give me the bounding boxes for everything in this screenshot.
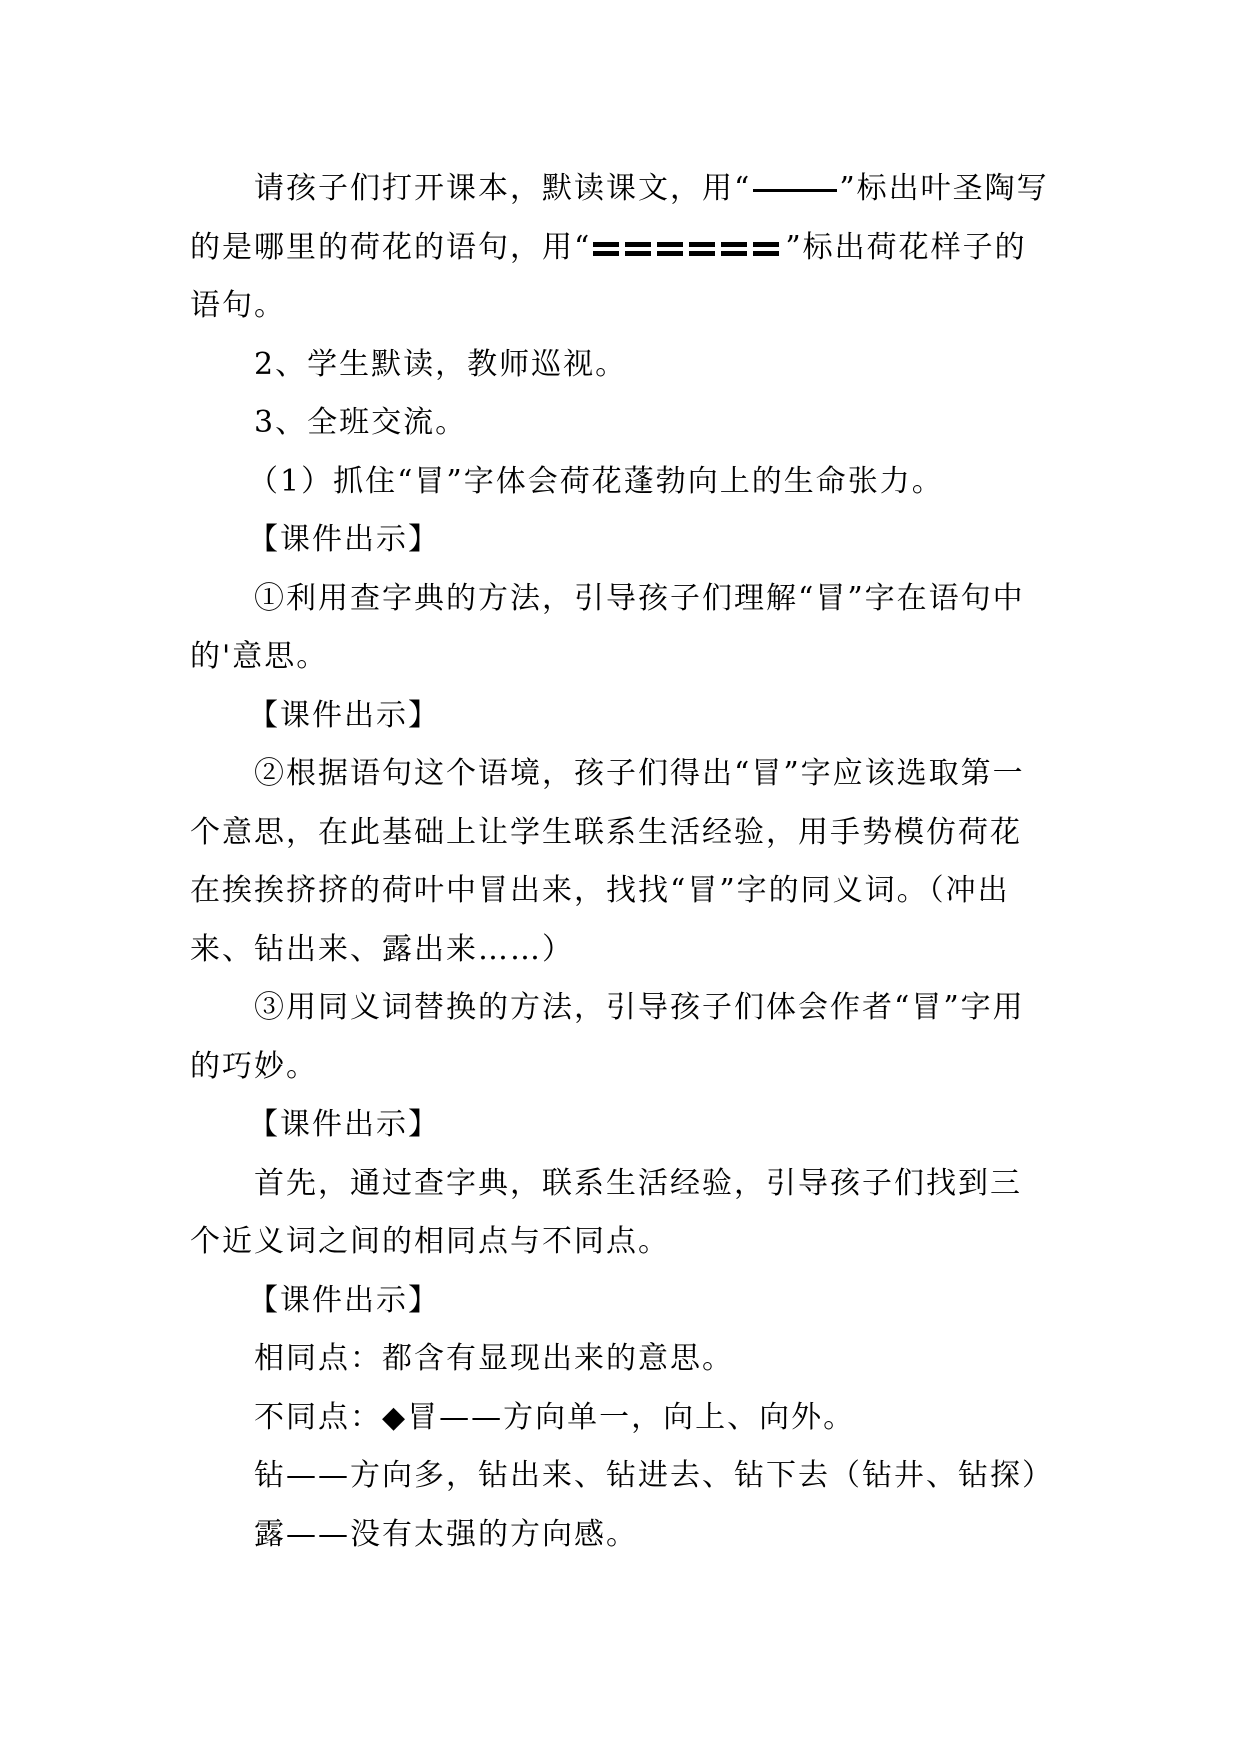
paragraph-text-part: ”标出荷花样子的语句。 bbox=[190, 229, 1027, 323]
paragraph-step-3: 3、全班交流。 bbox=[254, 405, 468, 440]
courseware-heading: 【课件出示】 bbox=[248, 1282, 440, 1318]
paragraph-item-2: ②根据语句这个语境，孩子们得出“冒”字应该选取第一个意思，在此基础上让学生联系生活经验，用手势模仿荷花在挨挨挤挤的荷叶中冒出来，找找“冒”字的同义词。（冲出来、钻出来、露出来……） bbox=[190, 756, 1025, 967]
paragraph-subpoint-1: （1）抓住“冒”字体会荷花蓬勃向上的生命张力。 bbox=[248, 463, 944, 499]
paragraph-text-part: 请孩子们打开课本，默读课文，用“ bbox=[254, 171, 752, 206]
courseware-heading: 【课件出示】 bbox=[248, 697, 440, 733]
paragraph-text-part: ”标出叶圣陶写的是哪里的荷花的语句，用“ bbox=[190, 171, 1049, 265]
paragraph-item-3: ③用同义词替换的方法，引导孩子们体会作者“冒”字用的巧妙。 bbox=[190, 990, 1025, 1084]
paragraph-similarity: 相同点：都含有显现出来的意思。 bbox=[254, 1341, 734, 1376]
double-underline-mark bbox=[593, 242, 783, 256]
solid-underline-mark bbox=[753, 189, 837, 192]
paragraph-difference: 不同点：◆冒——方向单一，向上、向外。 bbox=[254, 1399, 856, 1435]
paragraph-item-1: ①利用查字典的方法，引导孩子们理解“冒”字在语句中的'意思。 bbox=[190, 580, 1025, 674]
courseware-heading: 【课件出示】 bbox=[248, 1107, 440, 1142]
paragraph-first: 首先，通过查字典，联系生活经验，引导孩子们找到三个近义词之间的相同点与不同点。 bbox=[190, 1165, 1022, 1259]
paragraph-lu: 露——没有太强的方向感。 bbox=[254, 1516, 638, 1552]
courseware-heading: 【课件出示】 bbox=[248, 522, 440, 557]
paragraph-zuan: 钻——方向多，钻出来、钻进去、钻下去（钻井、钻探） bbox=[254, 1458, 1054, 1493]
paragraph-step-2: 2、学生默读，教师巡视。 bbox=[254, 346, 628, 382]
document-page bbox=[190, 160, 1054, 1564]
paragraph-instructions bbox=[190, 160, 1050, 336]
